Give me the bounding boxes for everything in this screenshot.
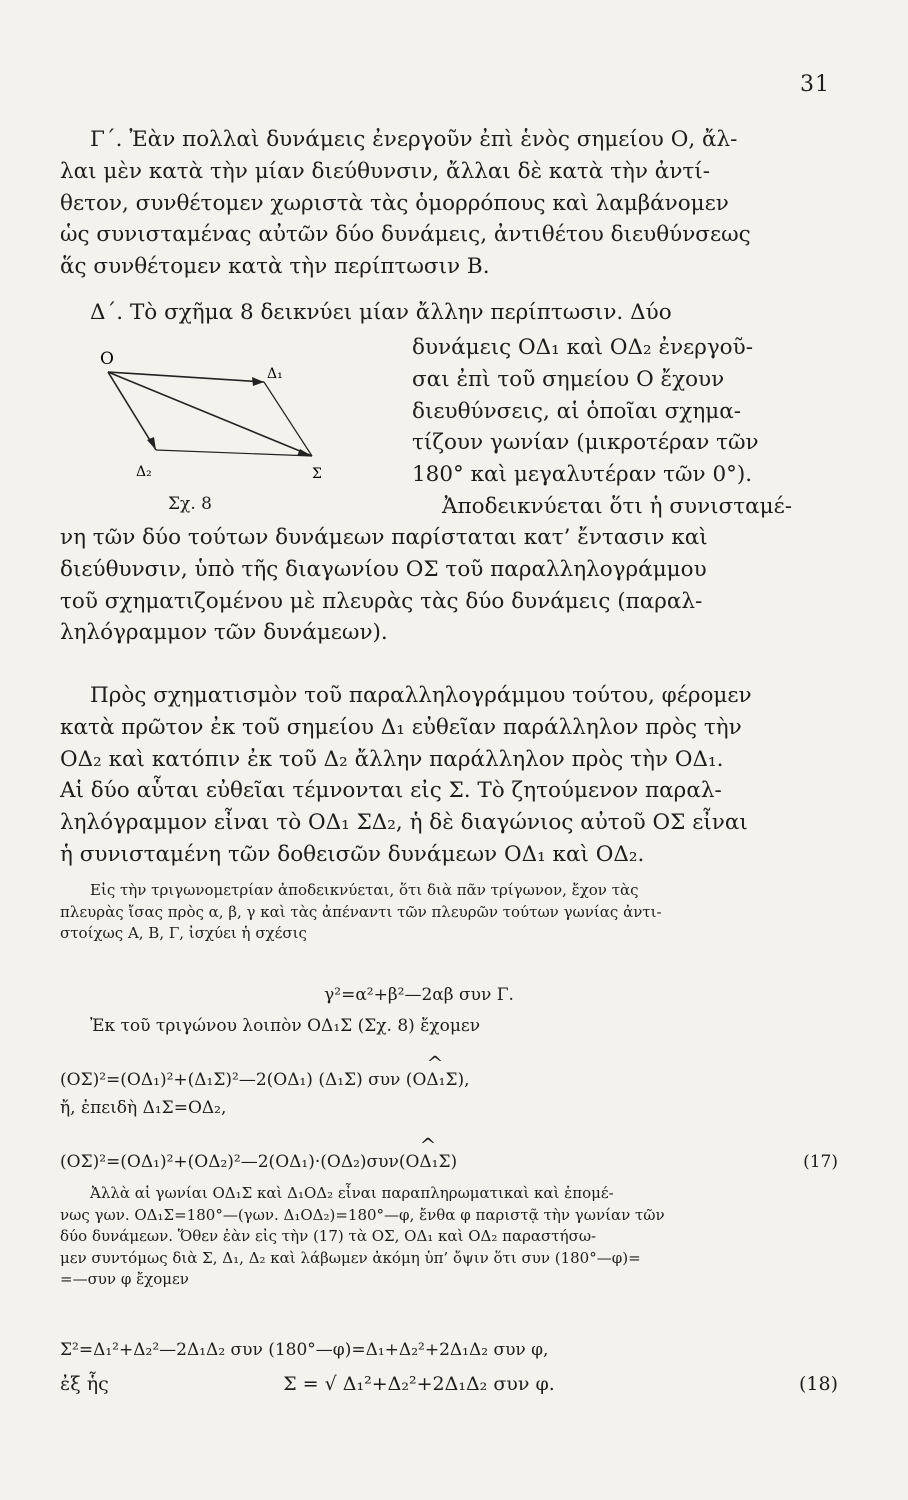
text-line: λαι μὲν κατὰ τὴν μίαν διεύθυνσιν, ἄλλαι δὲ κατὰ τὴν ἀντί- — [60, 158, 710, 184]
text-line: Ἀλλὰ αἱ γωνίαι ΟΔ₁Σ καὶ Δ₁ΟΔ₂ εἶναι παραπληρωματικαὶ καὶ ἑπομέ- — [90, 1184, 614, 1202]
text-line: ληλόγραμμον εἶναι τὸ ΟΔ₁ ΣΔ₂, ἡ δὲ διαγώνιος αὐτοῦ ΟΣ εἶναι — [60, 810, 748, 836]
equation-text — [60, 1152, 457, 1172]
text-line: ἅς συνθέτομεν κατὰ τὴν περίπτωσιν Β. — [60, 254, 490, 280]
arrowhead-d1 — [252, 377, 264, 386]
equation-number: (17) — [803, 1152, 838, 1172]
text-line: Ἐκ τοῦ τριγώνου λοιπὸν ΟΔ₁Σ (Σχ. 8) ἔχομεν — [90, 1016, 481, 1036]
angle-hat: ^ ΟΔ₁Σ — [412, 1070, 457, 1090]
note-supplementary — [60, 1183, 838, 1291]
text-line: Εἰς τὴν τριγωνομετρίαν ἀποδεικνύεται, ὅτι διὰ πᾶν τρίγωνον, ἔχον τὰς — [90, 881, 639, 899]
figure-caption: Σχ. 8 — [168, 494, 212, 514]
text-line: Γ΄. Ἐὰν πολλαὶ δυνάμεις ἐνεργοῦν ἐπὶ ἑνὸς σημείου Ο, ἄλ- — [90, 127, 738, 152]
text-line: πλευρὰς ἴσας πρὸς α, β, γ καὶ τὰς ἀπέναντι τῶν πλευρῶν τούτων γωνίας ἀντι- — [60, 902, 662, 921]
text-line: Ἀποδεικνύεται ὅτι ἡ συνισταμέ- — [442, 493, 793, 519]
paragraph-construction — [60, 680, 838, 871]
equation-number: (18) — [798, 1373, 838, 1395]
figure-8 — [60, 330, 390, 520]
label-d2: Δ₂ — [136, 464, 152, 480]
note-trigonometry — [60, 880, 838, 945]
diagonal-os — [108, 372, 312, 456]
text-line: διεύθυνσιν, ὑπὸ τῆς διαγωνίου ΟΣ τοῦ παραλληλογράμμου — [60, 556, 707, 582]
label-o: O — [100, 349, 114, 369]
text-line: στοίχως Α, Β, Γ, ἰσχύει ἡ σχέσις — [60, 924, 307, 942]
text-line: ἤ, ἐπειδὴ Δ₁Σ=ΟΔ₂, — [60, 1098, 227, 1118]
equation-right: ), — [457, 1070, 470, 1090]
text-line: =—συν φ ἔχομεν — [60, 1270, 189, 1288]
text-line: 180° καὶ μεγαλυτέραν τῶν 0°). — [412, 462, 753, 488]
equation-text: Σ = √ Δ₁²+Δ₂²+2Δ₁Δ₂ συν φ. — [283, 1373, 555, 1395]
equation-text: Σ²=Δ₁²+Δ₂²—2Δ₁Δ₂ συν (180°—φ)=Δ₁+Δ₂²+2Δ₁Δ₂ συν φ, — [60, 1340, 549, 1360]
text-line: θετον, συνθέτομεν χωριστὰ τὰς ὁμορρόπους καὶ λαμβάνομεν — [60, 190, 729, 216]
equation-text: γ²=α²+β²—2αβ συν Γ. — [324, 985, 514, 1005]
page-number: 31 — [800, 72, 830, 97]
vector-od1 — [108, 372, 264, 382]
angle-hat: ^ ΟΔ₁Σ — [405, 1152, 450, 1172]
side-d1-sigma — [264, 382, 312, 456]
text-line: ἡ συνισταμένη τῶν δοθεισῶν δυνάμεων ΟΔ₁ καὶ ΟΔ₂. — [60, 841, 645, 867]
text-line: διευθύνσεις, αἱ ὁποῖαι σχημα- — [412, 398, 741, 424]
paragraph-delta — [60, 297, 838, 329]
text-line: δύο δυνάμεων. Ὅθεν ἐὰν εἰς τὴν (17) τὰ ΟΣ, ΟΔ₁ καὶ ΟΔ₂ παραστήσω- — [60, 1227, 597, 1245]
text-line: τοῦ σχηματιζομένου μὲ πλευρὰς τὰς δύο δυνάμεις (παραλ- — [60, 588, 703, 614]
parallelogram-diagram — [60, 330, 390, 520]
equation-left: (ΟΣ)²=(ΟΔ₁)²+(ΟΔ₂)²—2(ΟΔ₁)·(ΟΔ₂)συν( — [60, 1152, 406, 1172]
equation-left: (ΟΣ)²=(ΟΔ₁)²+(Δ₁Σ)²—2(ΟΔ₁) (Δ₁Σ) συν ( — [60, 1070, 413, 1090]
text-line: σαι ἐπὶ τοῦ σημείου Ο ἔχουν — [412, 366, 725, 392]
text-line: κατὰ πρῶτον ἐκ τοῦ σημείου Δ₁ εὐθεῖαν παράλληλον πρὸς τὴν — [60, 714, 742, 740]
paragraph-resultant — [60, 522, 838, 649]
equation-text — [60, 1070, 470, 1090]
text-line: νη τῶν δύο τούτων δυνάμεων παρίσταται κατ’ ἔντασιν καὶ — [60, 525, 708, 550]
text-line: μεν συντόμως διὰ Σ, Δ₁, Δ₂ καὶ λάβωμεν ἀκόμη ὑπ’ ὄψιν ὅτι συν (180°—φ)= — [60, 1248, 641, 1267]
vector-od2 — [108, 372, 156, 450]
text-line: ΟΔ₂ καὶ κατόπιν ἐκ τοῦ Δ₂ ἄλλην παράλληλον πρὸς τὴν ΟΔ₁. — [60, 746, 724, 772]
side-d2-sigma — [156, 450, 312, 456]
text-line: δυνάμεις ΟΔ₁ καὶ ΟΔ₂ ἐνεργοῦ- — [412, 335, 753, 360]
text-line: ληλόγραμμον τῶν δυνάμεων). — [60, 620, 388, 646]
text-line: Πρὸς σχηματισμὸν τοῦ παραλληλογράμμου τούτου, φέρομεν — [90, 683, 752, 708]
text-line: Αἱ δύο αὗται εὐθεῖαι τέμνονται εἰς Σ. Τὸ ζητούμενον παραλ- — [60, 778, 722, 804]
label-d1: Δ₁ — [267, 366, 283, 382]
text-line: τίζουν γωνίαν (μικροτέραν τῶν — [412, 430, 759, 456]
label-sigma: Σ — [312, 466, 322, 482]
figure-side-text — [412, 332, 838, 523]
text-line: ἐξ ἧς — [60, 1373, 109, 1395]
text-line: Δ΄. Τὸ σχῆμα 8 δεικνύει μίαν ἄλλην περίπτωσιν. Δύο — [90, 300, 672, 325]
equation-right: ) — [450, 1152, 458, 1172]
text-line: ὡς συνισταμένας αὐτῶν δύο δυνάμεις, ἀντιθέτου διευθύνσεως — [60, 222, 751, 248]
text-line: νως γων. ΟΔ₁Σ=180°—(γων. Δ₁ΟΔ₂)=180°—φ, ἔνθα φ παριστᾷ τὴν γωνίαν τῶν — [60, 1205, 665, 1224]
paragraph-gamma — [60, 124, 838, 283]
